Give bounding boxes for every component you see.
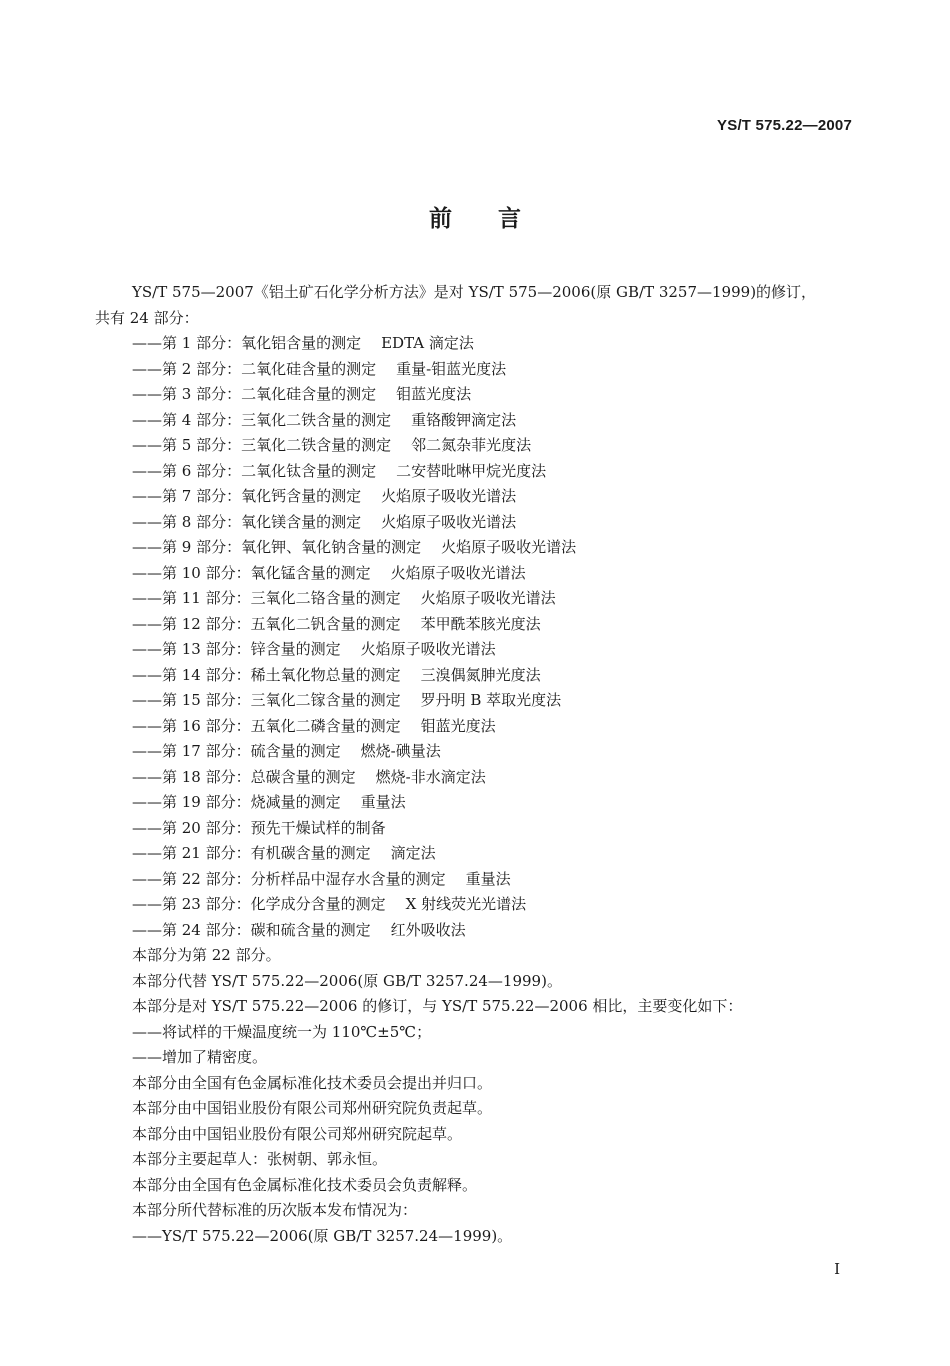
list-item	[95, 663, 857, 689]
part-method: 邻二氮杂菲光度法	[411, 436, 532, 454]
part-label: ——第 22 部分：分析样品中湿存水含量的测定	[132, 869, 446, 888]
paragraph: 本部分是对 YS/T 575.22—2006 的修订，与 YS/T 575.22—2006 相比，主要变化如下：	[132, 997, 743, 1015]
part-method: 重量-钼蓝光度法	[396, 359, 507, 378]
part-label: ——第 9 部分：氧化钾、氧化钠含量的测定	[132, 538, 422, 556]
part-label: ——第 6 部分：二氧化钛含量的测定	[132, 461, 377, 480]
part-method: 重铬酸钾滴定法	[411, 410, 517, 429]
part-method: 火焰原子吸收光谱法	[441, 538, 577, 556]
paragraph: ——增加了精密度。	[132, 1048, 268, 1066]
part-method: 火焰原子吸收光谱法	[390, 563, 526, 582]
part-label: ——第 4 部分：三氧化二铁含量的测定	[132, 410, 392, 429]
part-method: 二安替吡啉甲烷光度法	[396, 461, 547, 480]
paragraph: 本部分主要起草人：张树朝、郭永恒。	[132, 1150, 388, 1168]
page-title	[0, 200, 950, 233]
part-method: 火焰原子吸收光谱法	[420, 589, 556, 607]
part-label: ——第 2 部分：二氧化硅含量的测定	[132, 359, 377, 378]
title-char-1: 前	[429, 206, 452, 232]
part-label: ——第 11 部分：三氧化二铬含量的测定	[132, 589, 401, 607]
paragraph: 本部分代替 YS/T 575.22—2006(原 GB/T 3257.24—1999)。	[132, 971, 562, 990]
list-item	[95, 586, 857, 612]
part-label: ——第 1 部分：氧化铝含量的测定	[132, 334, 362, 352]
paragraph: 本部分由全国有色金属标准化技术委员会提出并归口。	[132, 1073, 493, 1092]
list-item	[95, 382, 857, 408]
list-item	[95, 765, 857, 791]
list-item	[95, 739, 857, 765]
list-item	[95, 535, 857, 561]
list-item	[95, 688, 857, 714]
part-method: X 射线荧光光谱法	[405, 895, 527, 913]
part-label: ——第 8 部分：氧化镁含量的测定	[132, 512, 362, 531]
list-item	[95, 357, 857, 383]
list-item	[95, 510, 857, 536]
part-method: 苯甲酰苯胲光度法	[420, 614, 541, 633]
part-method: 滴定法	[390, 844, 436, 862]
list-item	[95, 561, 857, 587]
title-char-2: 言	[498, 206, 521, 232]
part-label: ——第 10 部分：氧化锰含量的测定	[132, 563, 371, 582]
part-method: 重量法	[465, 869, 511, 888]
part-method: 红外吸收法	[390, 920, 466, 939]
paragraph: 本部分由中国铝业股份有限公司郑州研究院负责起草。	[132, 1099, 493, 1117]
list-item	[95, 408, 857, 434]
paragraph: ——YS/T 575.22—2006(原 GB/T 3257.24—1999)。	[132, 1226, 513, 1245]
document-body	[95, 280, 857, 1249]
part-label: ——第 15 部分：三氧化二镓含量的测定	[132, 691, 401, 709]
list-item	[95, 892, 857, 918]
paragraph: ——将试样的干燥温度统一为 110℃±5℃；	[132, 1022, 432, 1041]
part-method: 火焰原子吸收光谱法	[360, 640, 496, 658]
paragraph: 本部分所代替标准的历次版本发布情况为：	[132, 1201, 418, 1219]
part-method: 燃烧-碘量法	[360, 742, 441, 760]
part-label: ——第 14 部分：稀土氧化物总量的测定	[132, 665, 401, 684]
part-method: EDTA 滴定法	[381, 334, 474, 352]
part-method: 三溴偶氮胂光度法	[420, 665, 541, 684]
part-label: ——第 18 部分：总碳含量的测定	[132, 767, 356, 786]
part-method: 火焰原子吸收光谱法	[381, 512, 517, 531]
list-item	[95, 790, 857, 816]
list-item	[95, 459, 857, 485]
part-label: ——第 21 部分：有机碳含量的测定	[132, 844, 371, 862]
list-item	[95, 867, 857, 893]
list-item	[95, 331, 857, 357]
part-method: 罗丹明 B 萃取光度法	[420, 691, 562, 709]
intro-paragraph-line-2: 共有 24 部分：	[95, 308, 199, 327]
part-label: ——第 23 部分：化学成分含量的测定	[132, 895, 386, 913]
list-item	[95, 433, 857, 459]
part-method: 钼蓝光度法	[396, 385, 472, 403]
page-number: I	[834, 1260, 840, 1278]
part-label: ——第 13 部分：锌含量的测定	[132, 640, 341, 658]
list-item	[95, 612, 857, 638]
part-method: 火焰原子吸收光谱法	[381, 487, 517, 505]
paragraph: 本部分由中国铝业股份有限公司郑州研究院起草。	[132, 1124, 463, 1143]
list-item	[95, 918, 857, 944]
standard-code: YS/T 575.22—2007	[717, 117, 852, 134]
part-method: 钼蓝光度法	[420, 716, 496, 735]
part-label: ——第 12 部分：五氧化二钒含量的测定	[132, 614, 401, 633]
list-item	[95, 484, 857, 510]
part-method: 燃烧-非水滴定法	[375, 767, 486, 786]
intro-paragraph-line-1: YS/T 575—2007《铝土矿石化学分析方法》是对 YS/T 575—2006(原 GB/T 3257—1999)的修订，	[132, 283, 817, 301]
part-label: ——第 24 部分：碳和硫含量的测定	[132, 920, 371, 939]
list-item	[95, 714, 857, 740]
part-label: ——第 7 部分：氧化钙含量的测定	[132, 487, 362, 505]
list-item	[95, 816, 857, 842]
part-label: ——第 16 部分：五氧化二磷含量的测定	[132, 716, 401, 735]
part-label: ——第 20 部分：预先干燥试样的制备	[132, 818, 386, 837]
parts-list	[95, 331, 857, 943]
part-label: ——第 5 部分：三氧化二铁含量的测定	[132, 436, 392, 454]
list-item	[95, 841, 857, 867]
paragraph: 本部分由全国有色金属标准化技术委员会负责解释。	[132, 1175, 478, 1194]
paragraph: 本部分为第 22 部分。	[132, 946, 281, 964]
part-label: ——第 17 部分：硫含量的测定	[132, 742, 341, 760]
part-label: ——第 3 部分：二氧化硅含量的测定	[132, 385, 377, 403]
list-item	[95, 637, 857, 663]
part-label: ——第 19 部分：烧减量的测定	[132, 793, 341, 811]
paragraphs	[95, 943, 857, 1249]
part-method: 重量法	[360, 793, 406, 811]
